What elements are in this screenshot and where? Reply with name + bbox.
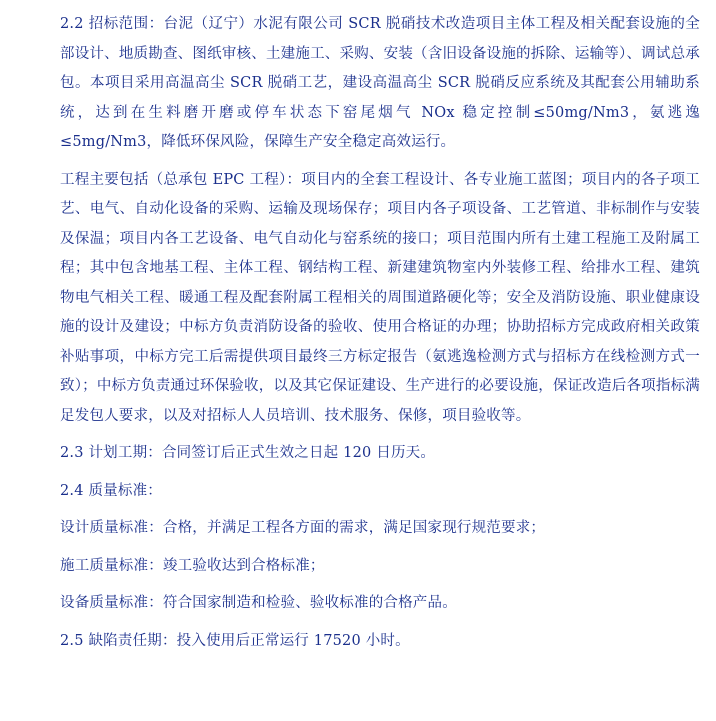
design-quality-line: 设计质量标准：合格，并满足工程各方面的需求，满足国家现行规范要求；	[60, 520, 546, 536]
main-works-paragraph: 工程主要包括（总承包 EPC 工程）：项目内的全套工程设计、各专业施工蓝图；项目内的各子项工艺、电气、自动化设备的采购、运输及现场保存；项目内各子项设备、工艺管道、非标制作与安装及保温；项目内各工艺设备、电气自动化与窑系统的接口；项目范围内所有土建工程施工及附属工程；其中包含地基工程、主体工程、钢结构工程、新建建筑物室内外装修工程、给排水工程、建筑物电气相关工程、暖通工程及配套附属工程相关的周围道路硬化等；安全及消防设施、职业健康设施的设计及建设；中标方负责消防设备的验收、使用合格证的办理；协助招标方完成政府相关政策补贴事项，中标方完工后需提供项目最终三方标定报告（氨逃逸检测方式与招标方在线检测方式一致）；中标方负责通过环保验收，以及其它保证建设、生产进行的必要设施，保证改造后各项指标满足发包人要求，以及对招标人人员培训、技术服务、保修，项目验收等。	[60, 171, 700, 424]
equipment-quality-line: 设备质量标准：符合国家制造和检验、验收标准的合格产品。	[60, 595, 457, 611]
quality-heading: 2.4 质量标准：	[60, 482, 162, 499]
schedule-line: 2.3 计划工期：合同签订后正式生效之日起 120 日历天。	[60, 445, 436, 461]
document-body	[60, 10, 700, 656]
scope-paragraph: 2.2 招标范围：台泥（辽宁）水泥有限公司 SCR 脱硝技术改造项目主体工程及相关配套设施的全部设计、地质勘查、图纸审核、土建施工、采购、安装（含旧设备设施的拆除、运输等）、调试总承包。本项目采用高温高尘 SCR 脱硝工艺，建设高温高尘 SCR 脱硝反应系统及其配套公用辅助系统，达到在生料磨开磨或停车状态下窑尾烟气 NOx 稳定控制≤50mg/Nm3，氨逃逸≤5mg/Nm3，降低环保风险，保障生产安全稳定高效运行。	[60, 16, 700, 150]
warranty-line: 2.5 缺陷责任期：投入使用后正常运行 17520 小时。	[60, 632, 410, 649]
construction-quality-line: 施工质量标准：竣工验收达到合格标准；	[60, 557, 325, 574]
